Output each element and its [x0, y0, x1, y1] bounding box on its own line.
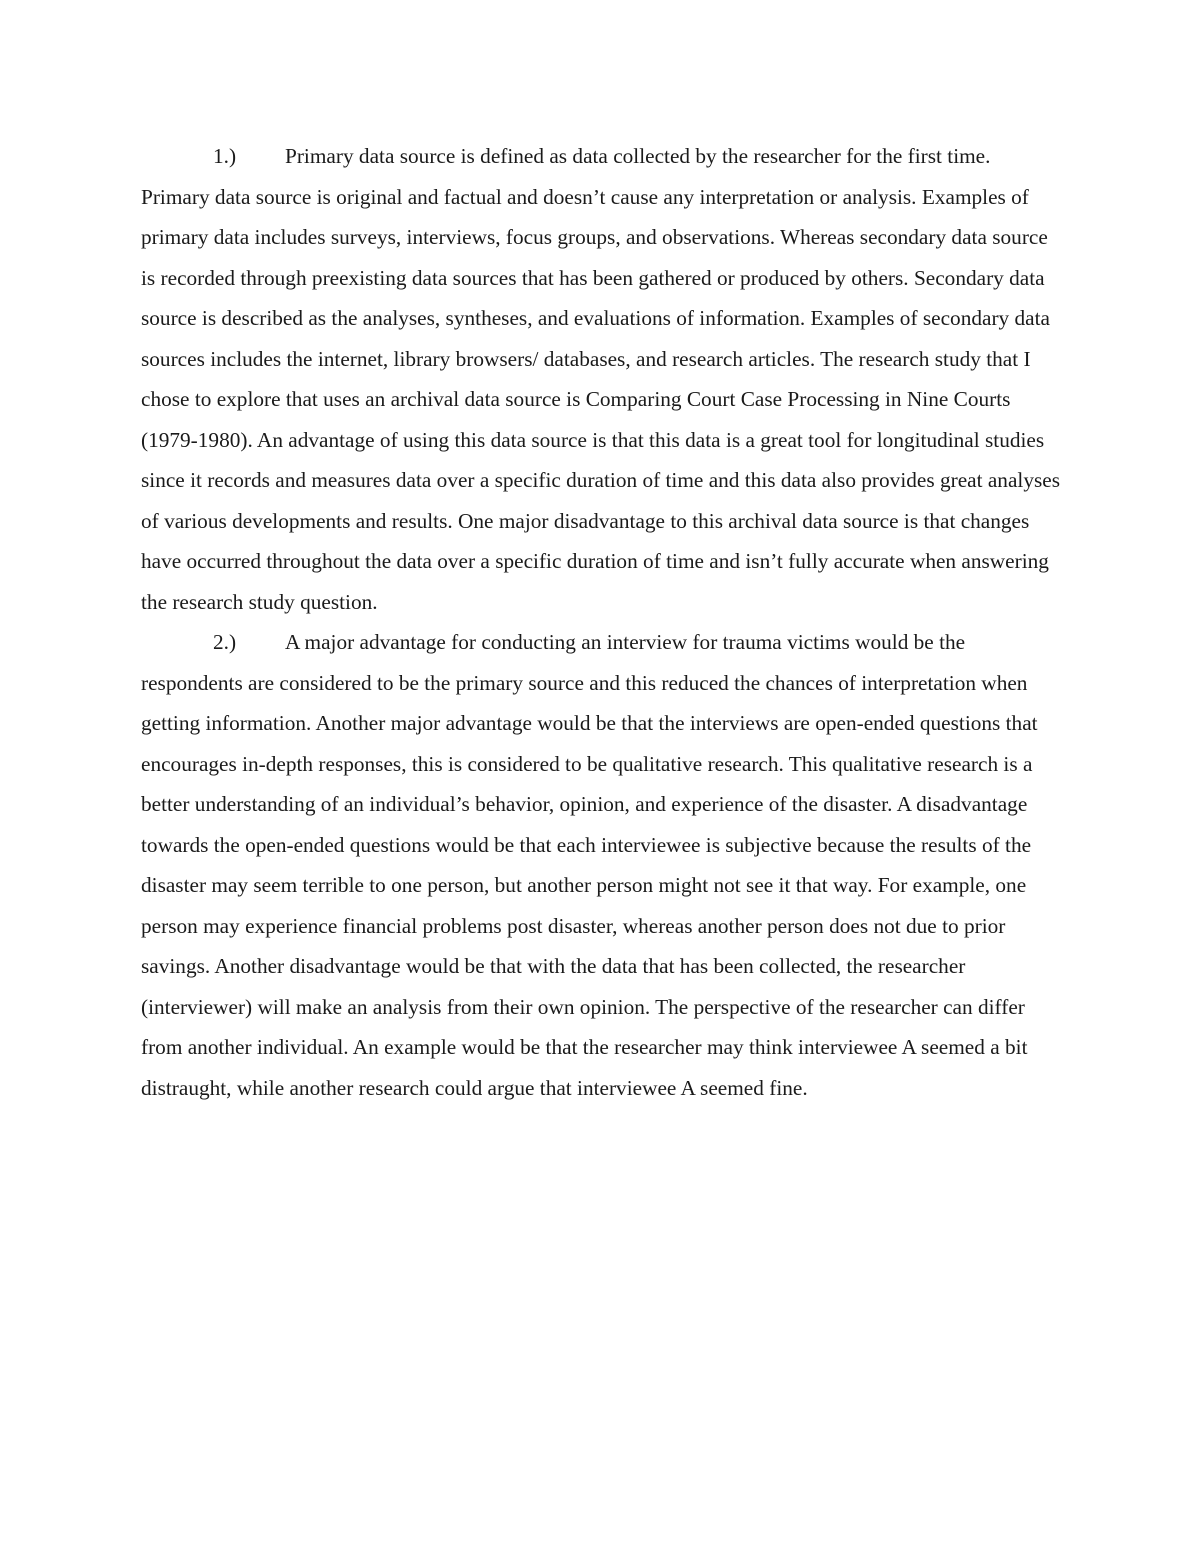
answer-paragraph-2	[141, 622, 1061, 1108]
answer-text-1: Primary data source is defined as data collected by the researcher for the first time. Primary data source is original and factual and doesn’t cause any interpretation or analysis. Examples of primary data includes surveys, interviews, focus groups, and observations. Whereas secondary data source is recorded through preexisting data sources that has been gathered or produced by others. Secondary data source is described as the analyses, syntheses, and evaluations of information. Examples of secondary data sources includes the internet, library browsers/ databases, and research articles. The research study that I chose to explore that uses an archival data source is Comparing Court Case Processing in Nine Courts (1979-1980). An advantage of using this data source is that this data is a great tool for longitudinal studies since it records and measures data over a specific duration of time and this data also provides great analyses of various developments and results. One major disadvantage to this archival data source is that changes have occurred throughout the data over a specific duration of time and isn’t fully accurate when answering the research study question.	[141, 144, 1060, 614]
answer-paragraph-1	[141, 136, 1061, 622]
answer-text-2: A major advantage for conducting an interview for trauma victims would be the respondents are considered to be the primary source and this reduced the chances of interpretation when getting information. Another major advantage would be that the interviews are open-ended questions that encourages in-depth responses, this is considered to be qualitative research. This qualitative research is a better understanding of an individual’s behavior, opinion, and experience of the disaster. A disadvantage towards the open-ended questions would be that each interviewee is subjective because the results of the disaster may seem terrible to one person, but another person might not see it that way. For example, one person may experience financial problems post disaster, whereas another person does not due to prior savings. Another disadvantage would be that with the data that has been collected, the researcher (interviewer) will make an analysis from their own opinion. The perspective of the researcher can differ from another individual. An example would be that the researcher may think interviewee A seemed a bit distraught, while another research could argue that interviewee A seemed fine.	[141, 630, 1038, 1100]
document-body	[141, 136, 1061, 1108]
answer-number-1: 1.)	[213, 144, 237, 168]
answer-number-2: 2.)	[213, 630, 237, 654]
